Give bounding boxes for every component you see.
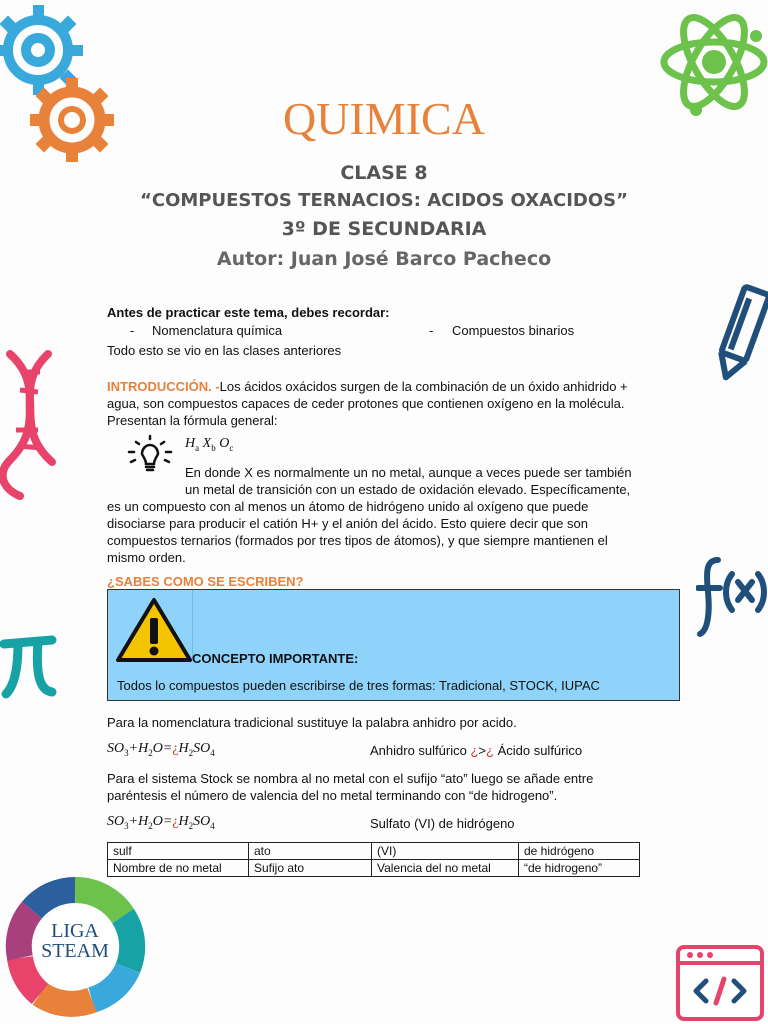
class-number: CLASE 8 bbox=[340, 162, 428, 184]
stock-text: Para el sistema Stock se nombra al no metal con el sufijo “ato” luego se añade entre paréntesis el número de valencia del no metal terminando con “de hidrogeno”. bbox=[107, 771, 594, 803]
naming-table bbox=[107, 842, 640, 877]
page-title: QUIMICA bbox=[283, 93, 485, 144]
table-row bbox=[108, 860, 640, 877]
intro-label: INTRODUCCIÓN. - bbox=[107, 379, 220, 394]
recall-item-bullet: - bbox=[429, 323, 434, 338]
grade-level: 3º DE SECUNDARIA bbox=[281, 218, 487, 240]
general-formula: $H_a$ $X_b$ $O_c$ bbox=[185, 436, 234, 453]
intro-desc-line-3: es un compuesto con al menos un átomo de hidrógeno unido al oxígeno que puede bbox=[107, 499, 589, 514]
intro-line-2: agua, son compuestos capaces de ceder protones que contienen oxígeno en la molécula. bbox=[107, 396, 625, 411]
dna-icon bbox=[0, 350, 62, 500]
logo-line-2: STEAM bbox=[41, 940, 109, 962]
stock-name: Sulfato (VI) de hidrógeno bbox=[370, 816, 515, 831]
section-heading: ¿SABES COMO SE ESCRIBEN? bbox=[107, 574, 304, 589]
intro-line-3: Presentan la fórmula general: bbox=[107, 413, 278, 428]
recall-item-binarios: Compuestos binarios bbox=[452, 323, 575, 338]
intro-desc-line-5: compuestos ternarios (formados por tres tipos de átomos), y que siempre mantienen el bbox=[107, 533, 608, 548]
table-cell: “de hidrogeno” bbox=[519, 860, 640, 877]
table-cell: Sufijo ato bbox=[249, 860, 372, 877]
intro-description bbox=[107, 464, 687, 566]
intro-paragraph bbox=[107, 378, 677, 429]
recall-heading: Antes de practicar este tema, debes recordar: bbox=[107, 305, 390, 320]
code-window-icon bbox=[672, 935, 768, 1024]
intro-desc-line-6: mismo orden. bbox=[107, 550, 186, 565]
table-cell: Nombre de no metal bbox=[108, 860, 249, 877]
traditional-name: Anhidro sulfúrico ¿>¿ Ácido sulfúrico bbox=[370, 743, 583, 758]
table-cell: Valencia del no metal bbox=[372, 860, 519, 877]
logo-line-1: LIGA bbox=[51, 920, 99, 942]
concept-title: CONCEPTO IMPORTANTE: bbox=[192, 651, 359, 666]
table-row bbox=[108, 843, 640, 860]
liga-steam-logo bbox=[0, 868, 150, 1024]
table-cell: (VI) bbox=[372, 843, 519, 860]
recall-item-bullet: - bbox=[130, 323, 135, 338]
warning-icon bbox=[114, 596, 194, 664]
intro-desc-line-1: En donde X es normalmente un no metal, aunque a veces puede ser también bbox=[185, 465, 632, 480]
stock-equation: $SO_3+H_2O=¿H_2SO_4$ bbox=[107, 814, 215, 831]
traditional-equation: $SO_3+H_2O=¿H_2SO_4$ bbox=[107, 741, 215, 758]
table-cell: sulf bbox=[108, 843, 249, 860]
intro-desc-line-4: disociarse para producir el catión H+ y el anión del ácido. Esto quiere decir que son bbox=[107, 516, 588, 531]
recall-note: Todo esto se vio en las clases anteriores bbox=[107, 343, 342, 358]
function-icon bbox=[696, 552, 768, 642]
recall-item-nomenclatura: Nomenclatura química bbox=[152, 323, 283, 338]
author-line: Autor: Juan José Barco Pacheco bbox=[216, 248, 552, 270]
topic-title: “COMPUESTOS TERNACIOS: ACIDOS OXACIDOS” bbox=[140, 190, 628, 211]
intro-line-1: Los ácidos oxácidos surgen de la combinación de un óxido anhidrido + bbox=[219, 379, 628, 394]
intro-desc-line-2: un metal de transición con un estado de oxidación elevado. Específicamente, bbox=[185, 482, 631, 497]
concept-box bbox=[107, 589, 680, 701]
table-cell: ato bbox=[249, 843, 372, 860]
pi-icon bbox=[0, 630, 58, 700]
traditional-text: Para la nomenclatura tradicional sustituye la palabra anhidro por acido. bbox=[107, 715, 517, 730]
concept-text: Todos lo compuestos pueden escribirse de tres formas: Tradicional, STOCK, IUPAC bbox=[117, 678, 600, 693]
pencil-icon bbox=[712, 280, 768, 385]
table-cell: de hidrógeno bbox=[519, 843, 640, 860]
